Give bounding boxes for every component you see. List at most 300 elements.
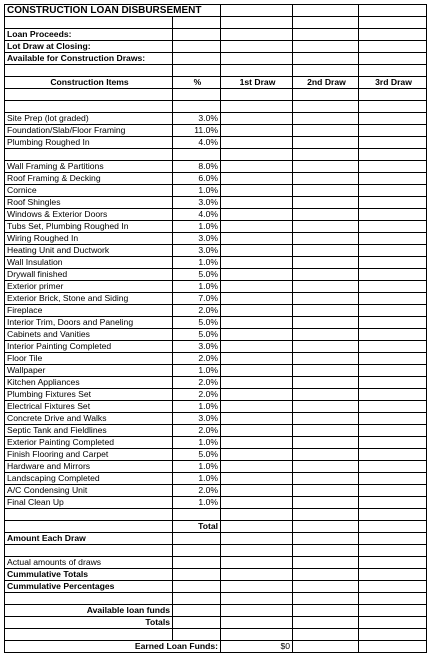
earned-loan-funds-label[interactable]: Earned Loan Funds: [5,641,221,653]
cumulative-percentages-label[interactable]: Cummulative Percentages [5,581,173,593]
totals-label[interactable]: Totals [5,617,173,629]
construction-item[interactable]: Exterior Brick, Stone and Siding [5,293,173,305]
sheet-cell[interactable] [359,593,427,605]
item-percent[interactable]: 1.0% [173,221,221,233]
sheet-cell[interactable] [221,305,293,317]
sheet-cell[interactable] [221,413,293,425]
item-percent[interactable]: 2.0% [173,377,221,389]
sheet-cell[interactable] [221,449,293,461]
sheet-cell[interactable] [5,149,173,161]
sheet-cell[interactable] [221,437,293,449]
sheet-cell[interactable] [221,329,293,341]
sheet-cell[interactable] [359,581,427,593]
sheet-cell[interactable] [359,53,427,65]
sheet-cell[interactable] [173,29,221,41]
sheet-cell[interactable] [359,161,427,173]
sheet-cell[interactable] [359,305,427,317]
item-percent[interactable]: 4.0% [173,209,221,221]
header-2nd-draw[interactable]: 2nd Draw [293,77,359,89]
sheet-cell[interactable] [293,377,359,389]
sheet-cell[interactable] [221,593,293,605]
sheet-cell[interactable] [221,377,293,389]
sheet-cell[interactable] [221,149,293,161]
construction-item[interactable]: Electrical Fixtures Set [5,401,173,413]
sheet-cell[interactable] [221,185,293,197]
sheet-cell[interactable] [359,209,427,221]
item-percent[interactable]: 7.0% [173,293,221,305]
sheet-cell[interactable] [293,473,359,485]
sheet-cell[interactable] [221,281,293,293]
sheet-cell[interactable] [173,17,221,29]
sheet-cell[interactable] [221,485,293,497]
available-construction-label[interactable]: Available for Construction Draws: [5,53,173,65]
sheet-cell[interactable] [173,149,221,161]
sheet-cell[interactable] [293,41,359,53]
sheet-cell[interactable] [293,101,359,113]
total-label[interactable]: Total [173,521,221,533]
sheet-cell[interactable] [359,233,427,245]
sheet-cell[interactable] [293,29,359,41]
sheet-cell[interactable] [221,497,293,509]
sheet-cell[interactable] [221,65,293,77]
sheet-cell[interactable] [221,125,293,137]
item-percent[interactable]: 6.0% [173,173,221,185]
header-percent[interactable]: % [173,77,221,89]
construction-item[interactable]: Drywall finished [5,269,173,281]
sheet-cell[interactable] [293,341,359,353]
sheet-row [5,329,427,341]
sheet-cell[interactable] [293,533,359,545]
amount-each-draw-label[interactable]: Amount Each Draw [5,533,173,545]
sheet-cell[interactable] [359,269,427,281]
sheet-row [5,89,427,101]
sheet-row [5,221,427,233]
construction-item[interactable]: Site Prep (lot graded) [5,113,173,125]
sheet-cell[interactable] [359,293,427,305]
sheet-row [5,65,427,77]
sheet-cell[interactable] [359,497,427,509]
sheet-row [5,533,427,545]
sheet-row [5,17,427,29]
construction-item[interactable]: Kitchen Appliances [5,377,173,389]
sheet-cell[interactable] [293,173,359,185]
sheet-cell[interactable] [173,101,221,113]
sheet-row [5,173,427,185]
item-percent[interactable]: 3.0% [173,341,221,353]
sheet-cell[interactable] [5,521,173,533]
sheet-cell[interactable] [173,533,221,545]
item-percent[interactable]: 2.0% [173,305,221,317]
sheet-cell[interactable] [221,605,293,617]
sheet-cell[interactable] [293,317,359,329]
sheet-cell[interactable] [173,509,221,521]
construction-item[interactable]: Heating Unit and Ductwork [5,245,173,257]
sheet-cell[interactable] [221,473,293,485]
sheet-cell[interactable] [359,41,427,53]
sheet-cell[interactable] [221,101,293,113]
sheet-cell[interactable] [221,389,293,401]
sheet-cell[interactable] [359,113,427,125]
sheet-cell[interactable] [293,569,359,581]
sheet-cell[interactable] [293,449,359,461]
sheet-cell[interactable] [293,245,359,257]
item-percent[interactable]: 5.0% [173,317,221,329]
actual-amounts-label[interactable]: Actual amounts of draws [5,557,173,569]
sheet-cell[interactable] [173,617,221,629]
sheet-cell[interactable] [359,17,427,29]
sheet-cell[interactable] [293,629,359,641]
sheet-cell[interactable] [359,389,427,401]
item-percent[interactable]: 1.0% [173,437,221,449]
sheet-cell[interactable] [359,365,427,377]
sheet-row [5,149,427,161]
construction-item[interactable]: Plumbing Fixtures Set [5,389,173,401]
sheet-cell[interactable] [221,209,293,221]
available-loan-funds-label[interactable]: Available loan funds [5,605,173,617]
sheet-cell[interactable] [293,209,359,221]
sheet-cell[interactable] [293,221,359,233]
sheet-cell[interactable] [221,245,293,257]
sheet-cell[interactable] [293,197,359,209]
item-percent[interactable]: 3.0% [173,113,221,125]
sheet-cell[interactable] [173,89,221,101]
sheet-row [5,77,427,89]
sheet-cell[interactable] [359,281,427,293]
sheet-cell[interactable] [293,5,359,17]
construction-item[interactable]: Final Clean Up [5,497,173,509]
sheet-cell[interactable] [293,485,359,497]
sheet-cell[interactable] [221,425,293,437]
earned-loan-funds-value[interactable]: $0 [221,641,293,653]
sheet-cell[interactable] [293,605,359,617]
sheet-cell[interactable] [293,389,359,401]
cumulative-totals-label[interactable]: Cummulative Totals [5,569,173,581]
sheet-cell[interactable] [359,185,427,197]
sheet-cell[interactable] [359,545,427,557]
sheet-cell[interactable] [221,257,293,269]
sheet-cell[interactable] [173,581,221,593]
sheet-cell[interactable] [359,29,427,41]
sheet-cell[interactable] [173,545,221,557]
sheet-cell[interactable] [293,329,359,341]
loan-disbursement-sheet [4,4,427,653]
item-percent[interactable]: 1.0% [173,461,221,473]
sheet-cell[interactable] [221,629,293,641]
sheet-cell[interactable] [293,425,359,437]
sheet-row [5,233,427,245]
sheet-cell[interactable] [293,593,359,605]
loan-proceeds-label[interactable]: Loan Proceeds: [5,29,173,41]
sheet-cell[interactable] [359,101,427,113]
sheet-cell[interactable] [293,185,359,197]
sheet-cell[interactable] [293,353,359,365]
sheet-cell[interactable] [293,257,359,269]
construction-item[interactable]: Plumbing Roughed In [5,137,173,149]
sheet-cell[interactable] [359,197,427,209]
sheet-cell[interactable] [221,29,293,41]
sheet-cell[interactable] [5,545,173,557]
sheet-cell[interactable] [359,245,427,257]
item-percent[interactable]: 8.0% [173,161,221,173]
sheet-cell[interactable] [221,365,293,377]
sheet-cell[interactable] [221,197,293,209]
sheet-cell[interactable] [359,509,427,521]
construction-item[interactable]: Roof Shingles [5,197,173,209]
construction-item[interactable]: Concrete Drive and Walks [5,413,173,425]
sheet-cell[interactable] [173,41,221,53]
sheet-cell[interactable] [293,269,359,281]
sheet-cell[interactable] [5,65,173,77]
sheet-row [5,305,427,317]
sheet-cell[interactable] [221,557,293,569]
construction-item[interactable]: Interior Painting Completed [5,341,173,353]
header-3rd-draw[interactable]: 3rd Draw [359,77,427,89]
construction-item[interactable]: Cornice [5,185,173,197]
construction-item[interactable]: Fireplace [5,305,173,317]
sheet-cell[interactable] [293,137,359,149]
sheet-cell[interactable] [221,269,293,281]
sheet-cell[interactable] [221,533,293,545]
sheet-cell[interactable] [221,113,293,125]
sheet-cell[interactable] [359,137,427,149]
sheet-cell[interactable] [5,89,173,101]
sheet-cell[interactable] [221,17,293,29]
item-percent[interactable]: 3.0% [173,245,221,257]
sheet-cell[interactable] [293,521,359,533]
sheet-cell[interactable] [221,41,293,53]
item-percent[interactable]: 1.0% [173,401,221,413]
sheet-row [5,353,427,365]
sheet-cell[interactable] [359,533,427,545]
sheet-cell[interactable] [293,509,359,521]
construction-item[interactable]: Landscaping Completed [5,473,173,485]
sheet-cell[interactable] [359,377,427,389]
lot-draw-label[interactable]: Lot Draw at Closing: [5,41,173,53]
construction-item[interactable]: Foundation/Slab/Floor Framing [5,125,173,137]
sheet-cell[interactable] [293,305,359,317]
sheet-cell[interactable] [359,485,427,497]
sheet-cell[interactable] [293,557,359,569]
sheet-cell[interactable] [359,341,427,353]
sheet-cell[interactable] [221,5,293,17]
sheet-cell[interactable] [359,5,427,17]
item-percent[interactable]: 3.0% [173,413,221,425]
sheet-cell[interactable] [359,425,427,437]
sheet-cell[interactable] [221,293,293,305]
construction-item[interactable]: Finish Flooring and Carpet [5,449,173,461]
sheet-row [5,101,427,113]
item-percent[interactable]: 4.0% [173,137,221,149]
sheet-cell[interactable] [359,257,427,269]
item-percent[interactable]: 1.0% [173,497,221,509]
sheet-cell[interactable] [173,569,221,581]
sheet-cell[interactable] [359,221,427,233]
sheet-cell[interactable] [221,401,293,413]
sheet-cell[interactable] [293,281,359,293]
sheet-cell[interactable] [293,53,359,65]
sheet-row [5,281,427,293]
sheet-cell[interactable] [293,65,359,77]
sheet-cell[interactable] [221,581,293,593]
sheet-cell[interactable] [293,497,359,509]
sheet-cell[interactable] [5,101,173,113]
sheet-cell[interactable] [359,557,427,569]
sheet-cell[interactable] [359,317,427,329]
sheet-cell[interactable] [5,17,173,29]
sheet-cell[interactable] [221,341,293,353]
sheet-row [5,113,427,125]
sheet-cell[interactable] [293,233,359,245]
sheet-cell[interactable] [221,137,293,149]
construction-item[interactable]: Wiring Roughed In [5,233,173,245]
sheet-cell[interactable] [221,353,293,365]
construction-item[interactable]: Windows & Exterior Doors [5,209,173,221]
construction-item[interactable]: Wall Insulation [5,257,173,269]
construction-item[interactable]: Hardware and Mirrors [5,461,173,473]
item-percent[interactable]: 1.0% [173,365,221,377]
sheet-row [5,125,427,137]
sheet-row [5,269,427,281]
sheet-row [5,485,427,497]
item-percent[interactable]: 11.0% [173,125,221,137]
construction-item[interactable]: Interior Trim, Doors and Paneling [5,317,173,329]
sheet-cell[interactable] [359,449,427,461]
item-percent[interactable]: 3.0% [173,233,221,245]
sheet-cell[interactable] [221,317,293,329]
construction-item[interactable]: Septic Tank and Fieldlines [5,425,173,437]
sheet-cell[interactable] [359,605,427,617]
sheet-cell[interactable] [173,53,221,65]
item-percent[interactable]: 5.0% [173,269,221,281]
sheet-row [5,473,427,485]
sheet-cell[interactable] [359,569,427,581]
sheet-row [5,605,427,617]
construction-item[interactable]: Tubs Set, Plumbing Roughed In [5,221,173,233]
sheet-cell[interactable] [359,65,427,77]
sheet-cell[interactable] [359,461,427,473]
item-percent[interactable]: 1.0% [173,257,221,269]
sheet-cell[interactable] [221,221,293,233]
sheet-cell[interactable] [293,545,359,557]
sheet-cell[interactable] [359,149,427,161]
sheet-cell[interactable] [221,233,293,245]
sheet-cell[interactable] [359,629,427,641]
sheet-cell[interactable] [221,521,293,533]
sheet-cell[interactable] [173,557,221,569]
sheet-row [5,209,427,221]
sheet-cell[interactable] [221,569,293,581]
sheet-cell[interactable] [293,161,359,173]
construction-item[interactable]: Roof Framing & Decking [5,173,173,185]
sheet-cell[interactable] [359,173,427,185]
sheet-cell[interactable] [359,125,427,137]
construction-item[interactable]: Wallpaper [5,365,173,377]
sheet-cell[interactable] [221,89,293,101]
sheet-cell[interactable] [359,473,427,485]
sheet-cell[interactable] [5,629,173,641]
sheet-cell[interactable] [293,437,359,449]
sheet-cell[interactable] [293,617,359,629]
sheet-cell[interactable] [293,89,359,101]
sheet-cell[interactable] [293,461,359,473]
sheet-cell[interactable] [359,521,427,533]
sheet-cell[interactable] [221,461,293,473]
sheet-cell[interactable] [359,437,427,449]
header-construction-items[interactable]: Construction Items [5,77,173,89]
construction-item[interactable]: Cabinets and Vanities [5,329,173,341]
sheet-row [5,377,427,389]
sheet-title[interactable]: CONSTRUCTION LOAN DISBURSEMENT [5,5,221,17]
item-percent[interactable]: 2.0% [173,353,221,365]
item-percent[interactable]: 1.0% [173,281,221,293]
item-percent[interactable]: 5.0% [173,329,221,341]
construction-item[interactable]: Wall Framing & Partitions [5,161,173,173]
sheet-cell[interactable] [221,509,293,521]
sheet-cell[interactable] [293,125,359,137]
item-percent[interactable]: 2.0% [173,485,221,497]
sheet-row [5,581,427,593]
sheet-cell[interactable] [293,17,359,29]
sheet-cell[interactable] [173,605,221,617]
construction-item[interactable]: Exterior primer [5,281,173,293]
sheet-cell[interactable] [293,113,359,125]
construction-item[interactable]: Floor Tile [5,353,173,365]
sheet-cell[interactable] [359,401,427,413]
sheet-cell[interactable] [293,293,359,305]
sheet-cell[interactable] [293,149,359,161]
sheet-row [5,617,427,629]
sheet-row [5,593,427,605]
construction-item[interactable]: Exterior Painting Completed [5,437,173,449]
item-percent[interactable]: 2.0% [173,425,221,437]
header-1st-draw[interactable]: 1st Draw [221,77,293,89]
sheet-cell[interactable] [221,617,293,629]
construction-item[interactable]: A/C Condensing Unit [5,485,173,497]
item-percent[interactable]: 3.0% [173,197,221,209]
sheet-row [5,557,427,569]
item-percent[interactable]: 1.0% [173,473,221,485]
sheet-row [5,389,427,401]
sheet-cell[interactable] [173,65,221,77]
sheet-cell[interactable] [359,89,427,101]
sheet-cell[interactable] [173,593,221,605]
sheet-cell[interactable] [221,173,293,185]
sheet-cell[interactable] [5,509,173,521]
sheet-cell[interactable] [359,413,427,425]
sheet-cell[interactable] [221,545,293,557]
sheet-cell[interactable] [293,365,359,377]
sheet-row [5,449,427,461]
sheet-row [5,401,427,413]
sheet-cell[interactable] [221,161,293,173]
sheet-cell[interactable] [359,353,427,365]
sheet-cell[interactable] [359,617,427,629]
sheet-row [5,569,427,581]
sheet-cell[interactable] [221,53,293,65]
sheet-row [5,521,427,533]
item-percent[interactable]: 1.0% [173,185,221,197]
sheet-row [5,137,427,149]
item-percent[interactable]: 2.0% [173,389,221,401]
sheet-cell[interactable] [5,593,173,605]
sheet-cell[interactable] [293,413,359,425]
sheet-cell[interactable] [359,329,427,341]
sheet-row [5,629,427,641]
item-percent[interactable]: 5.0% [173,449,221,461]
sheet-cell[interactable] [293,401,359,413]
sheet-cell[interactable] [293,581,359,593]
sheet-cell[interactable] [173,629,221,641]
